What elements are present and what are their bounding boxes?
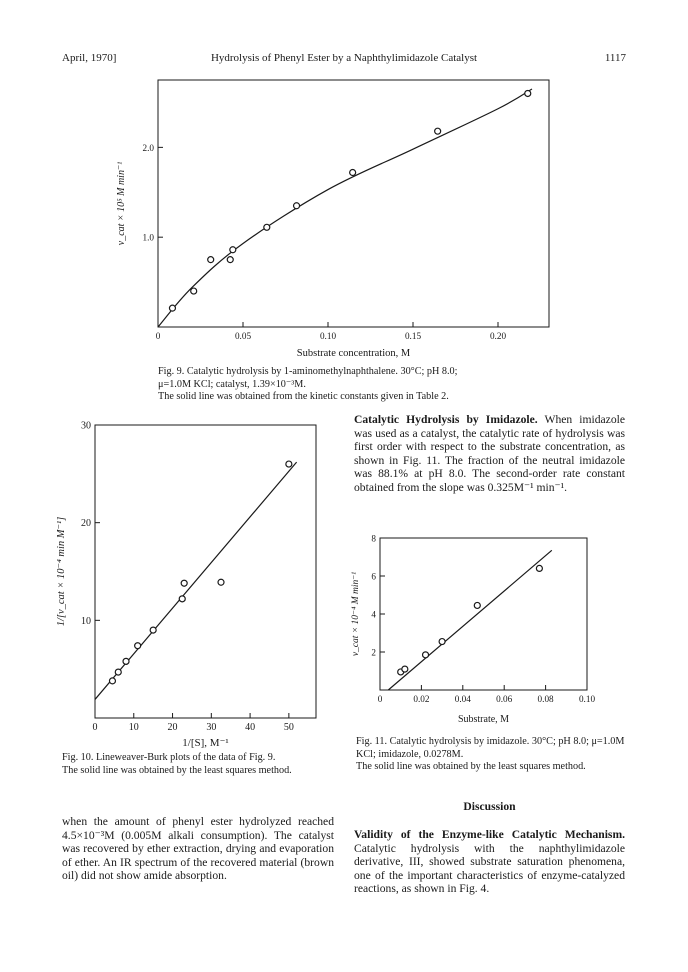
fig11-y-tick-label: 8 <box>371 533 376 544</box>
fig11-x-tick-label: 0.06 <box>496 694 513 704</box>
fig9-x-axis-label: Substrate concentration, M <box>296 348 411 359</box>
fig10-caption <box>62 752 330 777</box>
fig11-caption <box>356 736 628 774</box>
fig9-data-point <box>169 305 175 311</box>
validity-body: Catalytic hydrolysis with the naphthylimidazole derivative, III, showed substrate saturation phenomena, one of the important characteristics of enzyme-catalyzed reactions, as shown in Fig. 4. <box>354 841 625 896</box>
fig11-plot-frame <box>380 538 587 690</box>
fig10-plot-frame <box>95 425 316 718</box>
fig11-data-point <box>439 639 445 645</box>
fig9-data-point <box>227 257 233 263</box>
fig11-y-tick-label: 2 <box>371 647 376 658</box>
fig9-caption <box>158 366 560 404</box>
fig10-y-tick-label: 30 <box>81 420 91 432</box>
fig10-x-tick-label: 0 <box>92 722 98 733</box>
fig9-x-tick-label: 0.10 <box>319 331 337 341</box>
fig10-data-point <box>150 627 156 633</box>
fig10-y-axis-label: 1/[v_cat × 10⁻⁴ min M⁻¹] <box>56 516 67 627</box>
fig10-caption-line-1: Fig. 10. Lineweaver-Burk plots of the data of Fig. 9. <box>62 752 276 763</box>
fig9-x-tick-label: 0 <box>155 331 161 341</box>
fig10-y-tick-label: 20 <box>81 518 91 530</box>
fig9-caption-line-1: Fig. 9. Catalytic hydrolysis by 1-aminomethylnaphthalene. 30°C; pH 8.0; <box>158 366 458 377</box>
discussion-heading: Discussion <box>463 800 516 813</box>
fig9-y-axis-label: v_cat × 10⁵ M min⁻¹ <box>116 161 127 246</box>
fig11-data-point <box>423 652 429 658</box>
fig9-x-tick-label: 0.05 <box>234 331 252 341</box>
fig9-data-point <box>208 257 214 263</box>
fig9-fit-curve <box>158 89 532 327</box>
validity-paragraph <box>354 828 625 896</box>
fig11-caption-line-2: The solid line was obtained by the least squares method. <box>356 761 586 773</box>
fig9-data-point <box>435 128 441 134</box>
fig9-caption-line-2: μ=1.0M KCl; catalyst, 1.39×10⁻³M. <box>158 378 306 390</box>
fig10-x-tick-label: 40 <box>245 722 256 733</box>
fig11-x-tick-label: 0.02 <box>413 694 430 704</box>
fig10-x-axis-label: 1/[S], M⁻¹ <box>182 737 229 749</box>
fig9-data-point <box>294 203 300 209</box>
running-header-title: Hydrolysis of Phenyl Ester by a Naphthylimidazole Catalyst <box>210 52 478 64</box>
fig9-data-point <box>230 247 236 253</box>
fig11-data-point <box>474 602 480 608</box>
fig11-x-tick-label: 0.04 <box>454 694 471 704</box>
fig9-plot <box>116 80 549 359</box>
fig10-x-tick-label: 50 <box>283 722 294 733</box>
fig11-y-axis-label: v_cat × 10⁻⁴ M min⁻¹ <box>351 571 361 657</box>
fig11-x-axis-label: Substrate, M <box>457 714 510 725</box>
fig9-data-point <box>350 170 356 176</box>
fig9-plot-frame <box>158 80 549 327</box>
fig10-data-point <box>135 643 141 649</box>
imidazole-heading: Catalytic Hydrolysis by Imidazole. <box>354 413 538 426</box>
fig10-data-point <box>181 580 187 586</box>
fig9-y-tick-label: 1.0 <box>142 232 154 243</box>
imidazole-body: When imidazole was used as a catalyst, the catalytic rate of hydrolysis was first order with respect to the substrate concentration, as shown in Fig. 11. The fraction of the neutral imidazole was 88.1% at pH 8.0. The second-order rate constant obtained from the slope was 0.325M⁻¹ min⁻¹. <box>354 413 625 494</box>
fig9-data-point <box>191 288 197 294</box>
fig10-caption-line-2: The solid line was obtained by the least squares method. <box>62 764 292 776</box>
fig10-data-point <box>179 596 185 602</box>
fig11-plot <box>351 534 595 726</box>
fig10-x-tick-label: 20 <box>167 722 178 733</box>
fig10-data-point <box>115 669 121 675</box>
fig9-caption-line-3: The solid line was obtained from the kinetic constants given in Table 2. <box>158 391 449 403</box>
fig11-fit-line <box>388 550 552 690</box>
fig10-data-point <box>218 579 224 585</box>
fig9-data-point <box>525 90 531 96</box>
fig10-plot <box>56 421 316 750</box>
page-number: 1117 <box>604 52 626 64</box>
fig9-data-point <box>264 224 270 230</box>
fig11-y-tick-label: 4 <box>371 609 376 620</box>
fig10-data-point <box>109 678 115 684</box>
fig11-data-point <box>536 565 542 571</box>
fig11-x-tick-label: 0 <box>377 694 383 704</box>
fig11-x-tick-label: 0.08 <box>537 694 554 704</box>
fig10-data-point <box>286 461 292 467</box>
fig11-data-point <box>402 666 408 672</box>
fig9-x-tick-label: 0.15 <box>404 331 422 341</box>
fig9-x-tick-label: 0.20 <box>489 331 507 341</box>
recovery-paragraph: when the amount of phenyl ester hydrolyzed reached 4.5×10⁻³M (0.005M alkali consumption). The catalyst was recovered by ether extraction, drying and evaporation of ether. An IR spectrum of the recovered material (brown oil) did not show amide absorption. <box>62 815 334 883</box>
fig10-data-point <box>123 658 129 664</box>
imidazole-paragraph <box>354 413 625 495</box>
validity-heading: Validity of the Enzyme-like Catalytic Mechanism. <box>354 828 625 841</box>
fig11-x-tick-label: 0.10 <box>578 694 596 704</box>
fig10-y-tick-label: 10 <box>81 615 91 627</box>
fig10-x-tick-label: 10 <box>128 722 139 733</box>
fig9-y-tick-label: 2.0 <box>142 142 154 153</box>
running-header-date: April, 1970] <box>62 52 117 64</box>
fig11-caption-line-1: Fig. 11. Catalytic hydrolysis by imidazole. 30°C; pH 8.0; μ=1.0M KCl; imidazole, 0.0278M. <box>356 736 625 760</box>
fig11-y-tick-label: 6 <box>371 571 376 582</box>
fig10-x-tick-label: 30 <box>206 722 217 733</box>
